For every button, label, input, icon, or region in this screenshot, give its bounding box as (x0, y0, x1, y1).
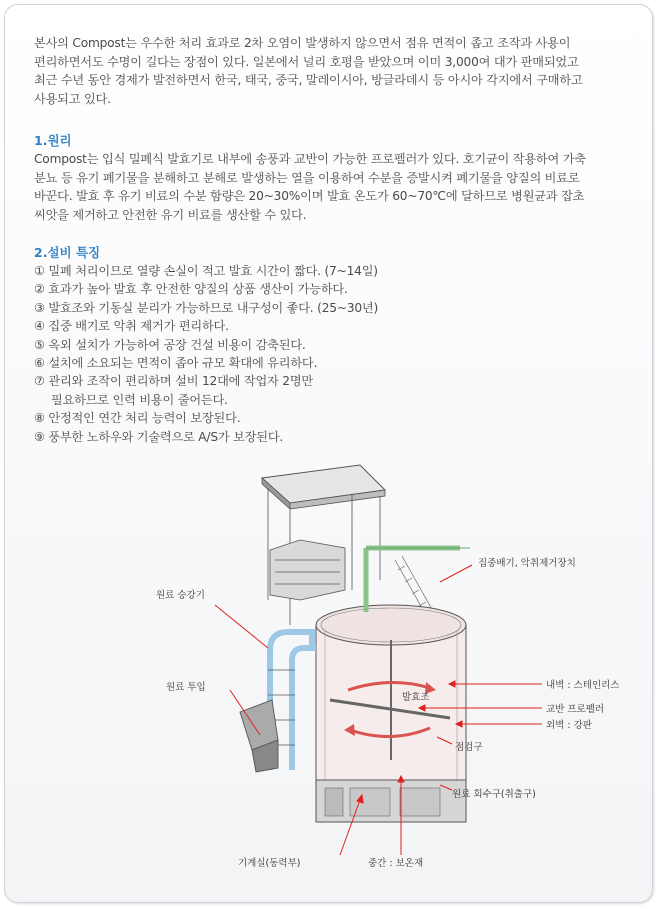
principle-line: Compost는 입식 밀폐식 발효기로 내부에 송풍과 교반이 가능한 프로펠러가 있다. 호기균이 작용하여 가축 (34, 152, 586, 166)
list-item: ⑦ 관리와 조작이 편리하며 설비 12대에 작업자 2명만 (34, 374, 313, 389)
label-outer-wall: 외벽 : 강판 (546, 720, 592, 731)
intro-line: 사용되고 있다. (34, 91, 111, 106)
material-lift-pipe (292, 648, 316, 770)
list-item: ⑥ 설치에 소요되는 면적이 좁아 규모 확대에 유리하다. (34, 356, 318, 371)
list-item: ③ 발효조와 기동실 분리가 가능하므로 내구성이 좋다. (25~30년) (34, 300, 379, 315)
list-item: ① 밀폐 처리이므로 열량 손실이 적고 발효 시간이 짧다. (7~14일) (34, 264, 378, 278)
label-material-input: 원료 투입 (166, 682, 206, 693)
label-inspection-port: 점검구 (455, 742, 483, 753)
label-machine-room: 기계실(동력부) (238, 858, 301, 869)
label-inner-wall: 내벽 : 스테인리스 (546, 680, 620, 691)
label-recovery-port: 원료 회수구(취출구) (452, 789, 536, 800)
upper-frame (268, 488, 380, 625)
intro-line: 본사의 Compost는 우수한 처리 효과로 2차 오염이 발생하지 않으면서 점유 면적이 좁고 조작과 사용이 (34, 36, 571, 50)
label-propeller: 교반 프로펠러 (546, 704, 605, 715)
principle-line: 분뇨 등 유기 폐기물을 분해하고 분해로 발생하는 열을 이용하여 수분을 증발시켜 폐기물을 양질의 비료로 (34, 170, 580, 185)
list-item: ⑧ 안정적인 연간 처리 능력이 보장된다. (34, 411, 241, 426)
list-item: ⑤ 옥외 설치가 가능하여 공장 건설 비용이 감축된다. (34, 337, 306, 352)
machine-room-door (325, 788, 343, 816)
principle-line: 바꾼다. 발효 후 유기 비료의 수분 함량은 20~30%이며 발효 온도가 60~70℃에 달하므로 병원균과 잡초 (34, 189, 585, 203)
label-fermentation-tank: 발효조 (402, 692, 430, 703)
list-item-continuation: 필요하므로 인력 비용이 줄어든다. (51, 392, 228, 407)
label-material-lift: 원료 승강기 (156, 590, 205, 601)
label-middle-insulation: 중간 : 보온재 (368, 858, 424, 869)
intro-line: 최근 수년 동안 경제가 발전하면서 한국, 태국, 중국, 말레이시아, 방글라데시 등 아시아 각지에서 구매하고 (34, 73, 583, 87)
list-item: ④ 집중 배기로 악취 제거가 편리하다. (34, 319, 229, 334)
list-item: ② 효과가 높아 발효 후 안전한 양질의 상품 생산이 가능하다. (34, 282, 348, 297)
principle-line: 씨앗을 제거하고 안전한 유기 비료를 생산할 수 있다. (34, 207, 307, 222)
intro-line: 편리하면서도 수명이 길다는 장점이 있다. 일본에서 널리 호평을 받았으며 이미 3,000여 대가 판매되었고 (34, 54, 579, 69)
label-exhaust: 집중배기, 악취제거장치 (478, 558, 576, 569)
list-item: ⑨ 풍부한 노하우와 기술력으로 A/S가 보장된다. (34, 429, 284, 444)
machine-room-door (400, 788, 440, 816)
section-heading-principle: 1.원리 (34, 133, 72, 148)
section-heading-features: 2.설비 특징 (34, 245, 101, 260)
tank-top (316, 605, 466, 645)
